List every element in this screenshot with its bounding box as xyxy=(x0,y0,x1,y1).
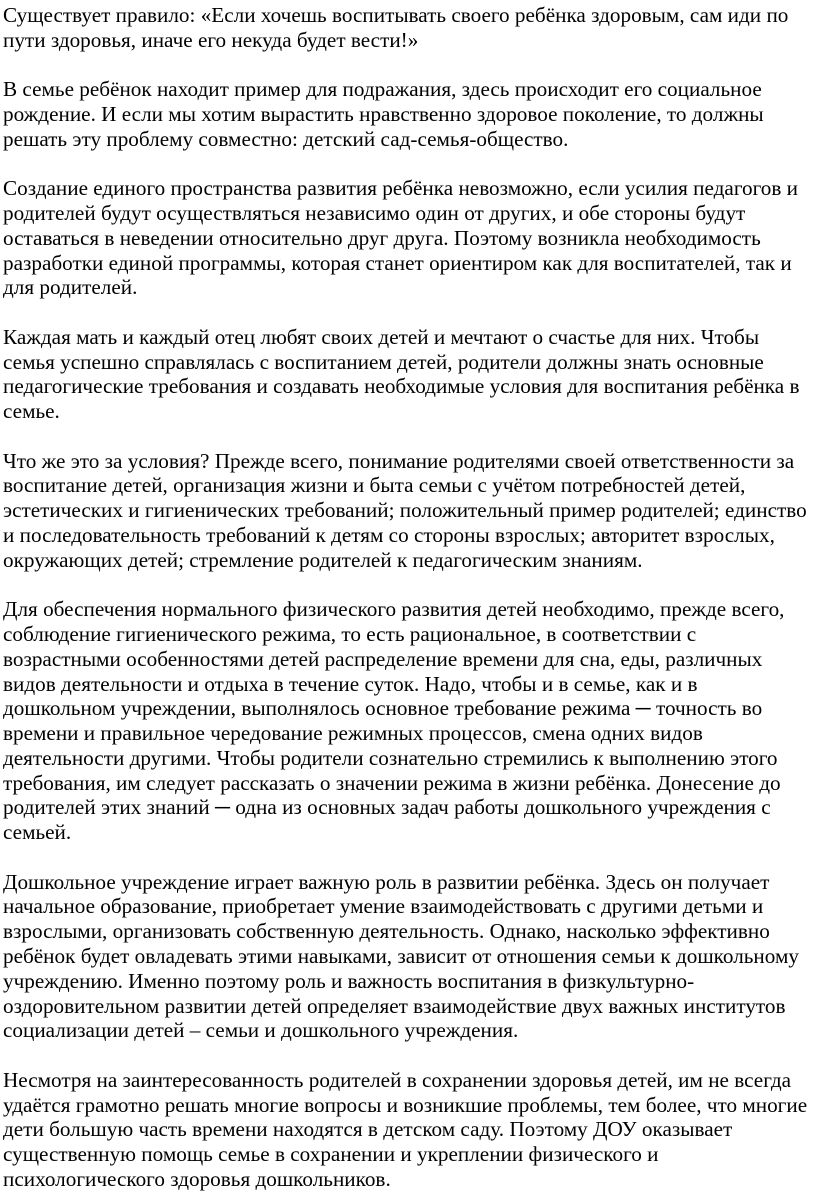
paragraph-7: Дошкольное учреждение играет важную роль в развитии ребёнка. Здесь он получает начальное образование, приобретает умение взаимодействовать с другими детьми и взрослыми, организовать собственную деятельность. Однако, насколько эффективно ребёнок будет овладевать этими навыками, зависит от отношения семьи к дошкольному учреждению. Именно поэтому роль и важность воспитания в физкультурно-оздоровительном развитии детей определяет взаимодействие двух важных институтов социализации детей – семьи и дошкольного учреждения. xyxy=(3,869,799,1043)
paragraph-2: В семье ребёнок находит пример для подражания, здесь происходит его социальное рождение. И если мы хотим вырастить нравственно здоровое поколение, то должны решать эту проблему совместно: детский сад-семья-общество. xyxy=(3,77,764,151)
paragraph-5: Что же это за условия? Прежде всего, понимание родителями своей ответственности за воспитание детей, организация жизни и быта семьи с учётом потребностей детей, эстетических и гигиенических требований; положительный пример родителей; единство и последовательность требований к детям со стороны взрослых; авторитет взрослых, окружающих детей; стремление родителей к педагогическим знаниям. xyxy=(3,448,807,572)
paragraph-4: Каждая мать и каждый отец любят своих детей и мечтают о счастье для них. Чтобы семья успешно справлялась с воспитанием детей, родители должны знать основные педагогические требования и создавать необходимые условия для воспитания ребёнка в семье. xyxy=(3,324,800,424)
paragraph-6: Для обеспечения нормального физического развития детей необходимо, прежде всего, соблюдение гигиенического режима, то есть рациональное, в соответствии с возрастными особенностями детей распределение времени для сна, еды, различных видов деятельности и отдыха в течение суток. Надо, чтобы и в семье, как и в дошкольном учреждении, выполнялось основное требование режима ─ точность во времени и правильное чередование режимных процессов, смена одних видов деятельности другими. Чтобы родители сознательно стремились к выполнению этого требования, им следует рассказать о значении режима в жизни ребёнка. Донесение до родителей этих знаний ─ одна из основных задач работы дошкольного учреждения с семьей. xyxy=(3,597,785,845)
paragraph-1: Существует правило: «Если хочешь воспитывать своего ребёнка здоровым, сам иди по пути здоровья, иначе его некуда будет вести!» xyxy=(3,3,789,52)
paragraph-3: Создание единого пространства развития ребёнка невозможно, если усилия педагогов и родителей будут осуществляться независимо один от других, и обе стороны будут оставаться в неведении относительно друг друга. Поэтому возникла необходимость разработки единой программы, которая станет ориентиром как для воспитателей, так и для родителей. xyxy=(3,176,798,300)
paragraph-8: Несмотря на заинтересованность родителей в сохранении здоровья детей, им не всегда удаётся грамотно решать многие вопросы и возникшие проблемы, тем более, что многие дети большую часть времени находятся в детском саду. Поэтому ДОУ оказывает существенную помощь семье в сохранении и укреплении физического и психологического здоровья дошкольников. xyxy=(3,1067,808,1192)
